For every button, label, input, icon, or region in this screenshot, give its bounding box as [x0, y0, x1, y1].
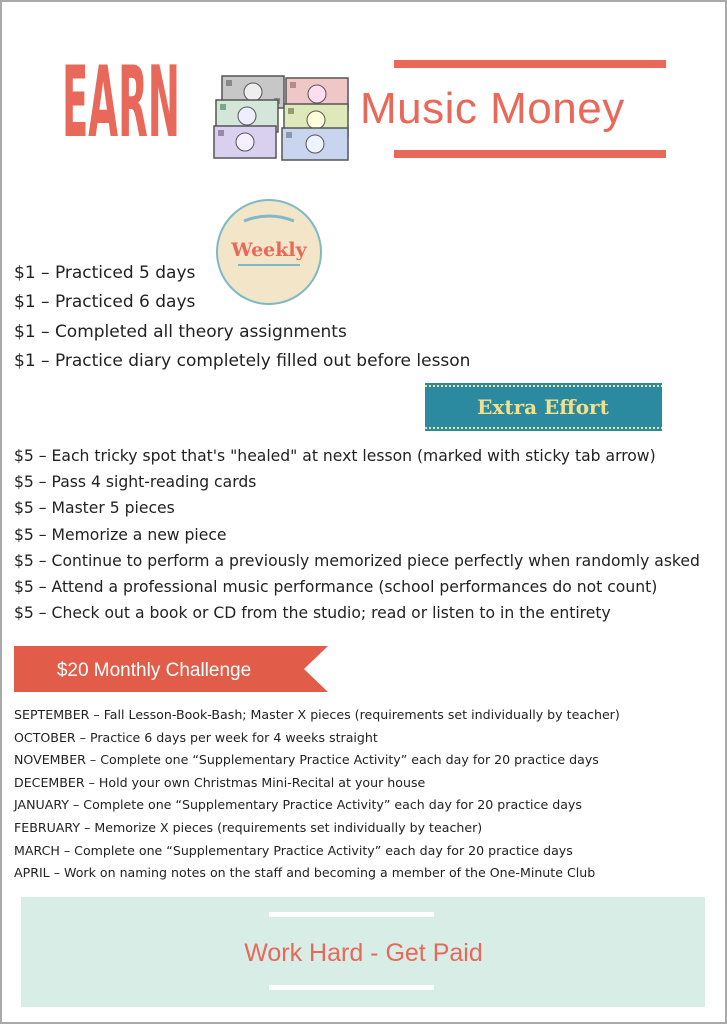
list-item: OCTOBER – Practice 6 days per week for 4 weeks straight: [14, 729, 378, 745]
svg-text:EARN: EARN: [62, 46, 180, 160]
list-item: $5 – Master 5 pieces: [14, 499, 175, 518]
extra-effort-banner: [425, 383, 662, 431]
list-item: SEPTEMBER – Fall Lesson-Book-Bash; Master X pieces (requirements set individually by teacher): [14, 707, 620, 722]
earn-heading: [62, 46, 180, 160]
monthly-challenge-label: $20 Monthly Challenge: [56, 660, 252, 681]
list-item: NOVEMBER – Complete one “Supplementary Practice Activity” each day for 20 practice days: [14, 752, 599, 768]
list-item: DECEMBER – Hold your own Christmas Mini-Recital at your house: [14, 774, 426, 790]
extra-effort-list: [14, 443, 700, 626]
list-item: $5 – Each tricky spot that's "healed" at next lesson (marked with sticky tab arrow): [14, 447, 656, 465]
page-title: Music Money: [360, 84, 625, 133]
bill-front-left: [214, 126, 276, 158]
list-item: $5 – Continue to perform a previously memorized piece perfectly when randomly asked: [14, 551, 700, 570]
list-item: FEBRUARY – Memorize X pieces (requirements set individually by teacher): [14, 819, 483, 835]
list-item: $5 – Check out a book or CD from the studio; read or listen to in the entirety: [14, 604, 611, 623]
list-item: $5 – Attend a professional music performance (school performances do not count): [14, 577, 658, 596]
extra-effort-label: Extra Effort: [477, 395, 609, 419]
bill-front-right: [282, 128, 348, 160]
monthly-challenge-banner: [14, 646, 328, 692]
title-top-rule: [394, 60, 666, 68]
weekly-badge-label: Weekly: [231, 239, 307, 261]
list-item: APRIL – Work on naming notes on the staff and becoming a member of the One-Minute Club: [14, 865, 596, 881]
list-item: $1 – Practiced 6 days: [14, 292, 196, 313]
footer-top-rule: [269, 912, 434, 917]
list-item: $1 – Practiced 5 days: [14, 263, 196, 283]
flyer-page: [2, 2, 725, 1022]
list-item: $1 – Completed all theory assignments: [14, 321, 347, 342]
weekly-list: [14, 259, 470, 376]
list-item: MARCH – Complete one “Supplementary Practice Activity” each day for 20 practice days: [14, 842, 573, 858]
money-bills-image: [212, 72, 357, 162]
list-item: $5 – Memorize a new piece: [14, 525, 227, 544]
list-item: $1 – Practice diary completely filled out before lesson: [14, 350, 471, 371]
list-item: JANUARY – Complete one “Supplementary Practice Activity” each day for 20 practice days: [14, 797, 582, 813]
title-bottom-rule: [394, 150, 666, 158]
footer-bottom-rule: [269, 985, 434, 990]
footer-tagline: Work Hard - Get Paid: [244, 939, 483, 967]
list-item: $5 – Pass 4 sight-reading cards: [14, 473, 257, 492]
monthly-list: [14, 704, 620, 885]
